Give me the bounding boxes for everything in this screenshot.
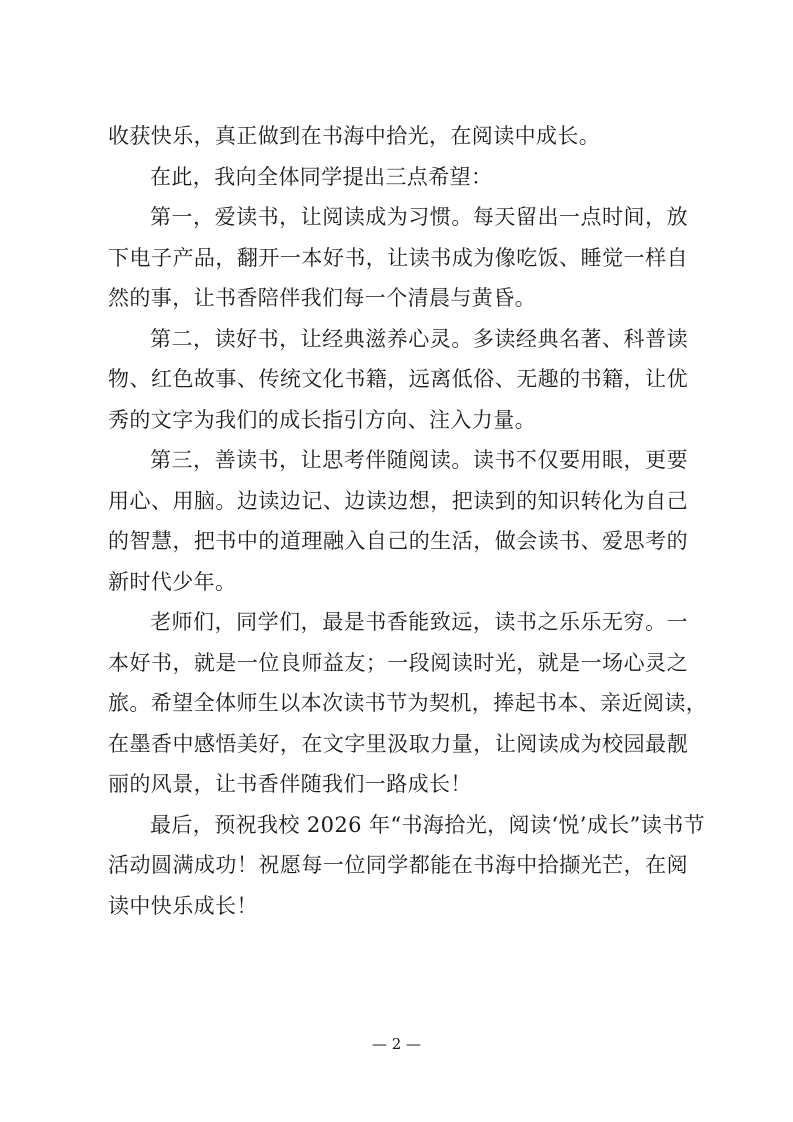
text-line: 第二，读好书，让经典滋养心灵。多读经典名著、科普读 <box>150 326 688 351</box>
text-line: 第三，善读书，让思考伴随阅读。读书不仅要用眼，更要 <box>150 448 688 472</box>
text-line: 本好书，就是一位良师益友；一段阅读时光，就是一场心灵之 <box>108 650 688 675</box>
text-line: 的智慧，把书中的道理融入自己的生活，做会读书、爱思考的 <box>108 529 688 553</box>
text-line: 读中快乐成长！ <box>108 893 258 918</box>
text-line: 在墨香中感悟美好，在文字里汲取力量，让阅读成为校园最靓 <box>108 731 688 756</box>
body-text <box>108 116 708 926</box>
text-line: 丽的风景，让书香伴随我们一路成长！ <box>108 772 472 796</box>
text-line: 在此，我向全体同学提出三点希望： <box>150 164 493 189</box>
text-line: 老师们，同学们，最是书香能致远，读书之乐乐无穷。一 <box>150 610 688 634</box>
text-line: 然的事，让书香陪伴我们每一个清晨与黄昏。 <box>108 286 536 310</box>
text-line: 新时代少年。 <box>108 569 237 594</box>
text-line: 收获快乐，真正做到在书海中拾光，在阅读中成长。 <box>108 124 601 148</box>
text-line: 旅。希望全体师生以本次读书节为契机，捧起书本、亲近阅读， <box>108 691 708 715</box>
page-number: — 2 — <box>371 1035 422 1053</box>
text-line: 物、红色故事、传统文化书籍，远离低俗、无趣的书籍，让优 <box>108 367 688 391</box>
text-line: 下电子产品，翻开一本好书，让读书成为像吃饭、睡觉一样自 <box>108 245 688 270</box>
text-line: 第一，爱读书，让阅读成为习惯。每天留出一点时间，放 <box>150 205 688 229</box>
text-line: 最后，预祝我校 2026 年“书海拾光，阅读‘悦’成长”读书节 <box>150 812 706 837</box>
text-line: 用心、用脑。边读边记、边读边想，把读到的知识转化为自己 <box>108 488 688 513</box>
text-line: 活动圆满成功！祝愿每一位同学都能在书海中拾撷光芒，在阅 <box>108 853 688 877</box>
text-line: 秀的文字为我们的成长指引方向、注入力量。 <box>108 407 536 432</box>
